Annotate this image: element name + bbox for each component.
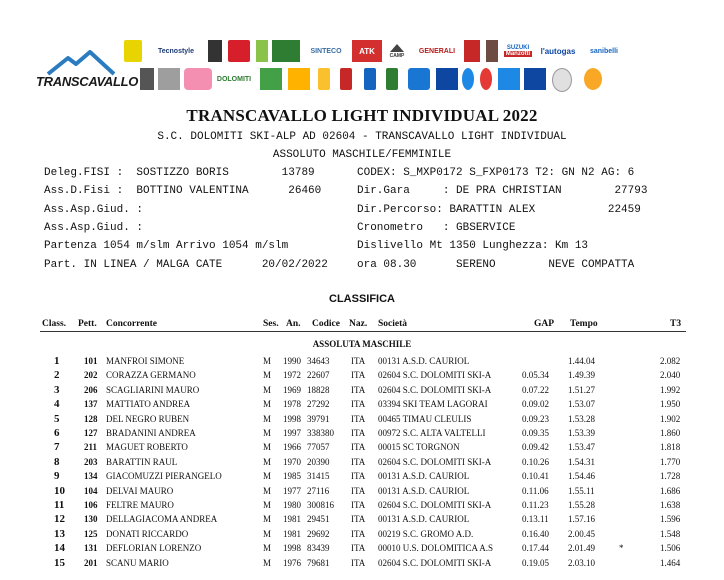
table-row bbox=[0, 529, 724, 543]
cell-fisi-code: 39791 bbox=[307, 413, 330, 424]
cell-athlete-name: CORAZZA GERMANO bbox=[106, 370, 196, 381]
table-row bbox=[0, 514, 724, 528]
cell-t3-points: 2.040 bbox=[660, 370, 681, 381]
document-subtitle: S.C. DOLOMITI SKI-ALP AD 02604 - TRANSCAVALLO LIGHT INDIVIDUAL bbox=[157, 131, 567, 143]
cell-rank: 5 bbox=[54, 412, 60, 425]
crest-2-icon bbox=[340, 68, 352, 90]
cell-nation: ITA bbox=[351, 528, 366, 539]
cell-gap: 0.13.11 bbox=[522, 514, 549, 525]
sponsor-fischer-icon bbox=[124, 40, 142, 62]
cell-rank: 1 bbox=[54, 355, 60, 367]
cell-time: 1.53.28 bbox=[568, 413, 595, 424]
cell-t3-points: 1.506 bbox=[660, 543, 681, 554]
cell-club: 00131 A.S.D. CAURIOL bbox=[378, 356, 470, 366]
cell-fisi-code: 338380 bbox=[307, 428, 334, 438]
cell-bib: 137 bbox=[84, 399, 98, 410]
cell-rank: 14 bbox=[54, 542, 65, 555]
cell-gap: 0.09.23 bbox=[522, 413, 549, 424]
cell-time: 1.53.47 bbox=[568, 442, 595, 453]
cell-bib: 203 bbox=[84, 456, 98, 467]
col-societa: Società bbox=[378, 319, 408, 329]
cell-birth-year: 1997 bbox=[283, 428, 301, 438]
cell-fisi-code: 77057 bbox=[307, 442, 330, 453]
sponsor-round-logo-icon bbox=[462, 68, 474, 90]
cell-club: 00010 U.S. DOLOMITICA A.S bbox=[378, 543, 494, 554]
cell-gap: 0.10.41 bbox=[522, 471, 549, 482]
sponsor-suzuki: SUZUKI bbox=[506, 45, 530, 51]
cell-sex: M bbox=[263, 500, 272, 510]
cell-bib: 130 bbox=[84, 514, 98, 525]
cell-time: 1.55.28 bbox=[568, 500, 595, 510]
cell-athlete-name: SCANU MARIO bbox=[106, 557, 169, 568]
sponsor-red-logo-icon bbox=[228, 40, 250, 62]
category-label: ASSOLUTO MASCHILE/FEMMINILE bbox=[272, 149, 452, 161]
cell-fisi-code: 29451 bbox=[307, 514, 330, 525]
info-right-4: Cronometro : GBSERVICE bbox=[357, 222, 516, 234]
table-row bbox=[0, 500, 724, 514]
cell-time: 1.54.31 bbox=[568, 456, 595, 467]
cell-t3-points: 1.596 bbox=[660, 514, 681, 525]
cell-club: 00465 TIMAU CLEULIS bbox=[378, 413, 472, 424]
cell-nation: ITA bbox=[351, 500, 366, 510]
cell-time: 1.54.46 bbox=[568, 471, 595, 482]
cell-time: 1.57.16 bbox=[568, 514, 595, 525]
cell-rank: 15 bbox=[54, 556, 65, 569]
table-row bbox=[0, 414, 724, 428]
cell-birth-year: 1998 bbox=[283, 413, 301, 424]
document-title: TRANSCAVALLO LIGHT INDIVIDUAL 2022 bbox=[186, 106, 538, 125]
col-tempo: Tempo bbox=[570, 319, 598, 329]
cell-time: 1.44.04 bbox=[568, 356, 595, 366]
col-concorrente: Concorrente bbox=[106, 319, 158, 329]
cell-t3-points: 1.950 bbox=[660, 399, 681, 410]
cell-club: 00131 A.S.D. CAURIOL bbox=[378, 514, 470, 525]
sponsor-navy-logo-icon bbox=[436, 68, 458, 90]
cell-fisi-code: 31415 bbox=[307, 471, 330, 482]
table-row bbox=[0, 428, 724, 442]
cell-sex: M bbox=[263, 557, 272, 568]
cell-athlete-name: SCAGLIARINI MAURO bbox=[106, 384, 200, 395]
col-class: Class. bbox=[42, 319, 67, 329]
cell-rank: 9 bbox=[54, 470, 60, 483]
cell-nation: ITA bbox=[351, 557, 366, 568]
cell-athlete-name: GIACOMUZZI PIERANGELO bbox=[106, 471, 222, 482]
info-right-5: Dislivello Mt 1350 Lunghezza: Km 13 bbox=[357, 240, 589, 252]
col-an: An. bbox=[286, 319, 301, 329]
cell-time: 1.51.27 bbox=[568, 384, 595, 395]
cell-fisi-code: 22607 bbox=[307, 370, 330, 381]
cell-t3-points: 1.548 bbox=[660, 528, 681, 539]
cell-athlete-name: MAGUET ROBERTO bbox=[106, 442, 188, 453]
sponsor-sinteco: SINTECO bbox=[310, 47, 342, 55]
table-row bbox=[0, 543, 724, 557]
cell-sex: M bbox=[263, 543, 272, 554]
sponsor-acs-icon bbox=[498, 68, 520, 90]
cell-gap: 0.17.44 bbox=[522, 543, 549, 554]
col-codice: Codice bbox=[312, 319, 340, 329]
sponsor-pink-logo-icon bbox=[184, 68, 212, 90]
sponsor-blue-logo-icon bbox=[408, 68, 430, 90]
cell-club: 00131 A.S.D. CAURIOL bbox=[378, 471, 470, 482]
sponsor-tecnostyle: Tecnostyle bbox=[157, 47, 195, 55]
cell-gap: 0.09.42 bbox=[522, 442, 549, 453]
cell-club: 03394 SKI TEAM LAGORAI bbox=[378, 399, 488, 410]
cell-nation: ITA bbox=[351, 485, 366, 496]
section-heading: ASSOLUTA MASCHILE bbox=[312, 339, 412, 349]
cell-time: 1.49.39 bbox=[568, 370, 595, 381]
info-right-1: CODEX: S_MXP0172 S_FXP0173 T2: GN N2 AG: 6 bbox=[357, 167, 635, 179]
cell-nation: ITA bbox=[351, 384, 366, 395]
table-row bbox=[0, 370, 724, 384]
cell-rank: 3 bbox=[54, 383, 60, 396]
cell-athlete-name: DONATI RICCARDO bbox=[106, 528, 189, 539]
sponsor-brown-emblem-icon bbox=[486, 40, 498, 62]
sponsor-generali: GENERALI bbox=[418, 47, 456, 55]
cell-bib: 134 bbox=[84, 471, 98, 482]
cell-club: 02604 S.C. DOLOMITI SKI-A bbox=[378, 557, 492, 568]
cell-rank: 7 bbox=[54, 441, 60, 454]
cell-birth-year: 1978 bbox=[283, 399, 301, 410]
table-row bbox=[0, 399, 724, 413]
cell-rank: 12 bbox=[54, 513, 65, 526]
info-right-3: Dir.Percorso: BARATTIN ALEX 22459 bbox=[357, 204, 641, 216]
cell-club: 02604 S.C. DOLOMITI SKI-A bbox=[378, 370, 492, 381]
cell-rank: 2 bbox=[54, 369, 60, 382]
cell-sex: M bbox=[263, 428, 272, 438]
cell-birth-year: 1972 bbox=[283, 370, 301, 381]
cell-sex: M bbox=[263, 485, 272, 496]
transcavallo-logo bbox=[32, 50, 139, 92]
cell-athlete-name: DELVAI MAURO bbox=[106, 485, 174, 496]
cell-birth-year: 1998 bbox=[283, 543, 301, 554]
col-ses: Ses. bbox=[263, 319, 279, 329]
cell-time: 2.01.49 bbox=[568, 543, 595, 554]
cell-nation: ITA bbox=[351, 399, 366, 410]
cell-club: 02604 S.C. DOLOMITI SKI-A bbox=[378, 456, 492, 467]
cell-birth-year: 1966 bbox=[283, 442, 301, 453]
info-left-6: Part. IN LINEA / MALGA CATE 20/02/2022 bbox=[44, 259, 328, 271]
sponsor-lautogas: l'autogas bbox=[540, 46, 576, 56]
cell-club: 02604 S.C. DOLOMITI SKI-A bbox=[378, 500, 492, 510]
cell-club: 00131 A.S.D. CAURIOL bbox=[378, 485, 470, 496]
cell-time: 1.53.07 bbox=[568, 399, 595, 410]
cell-gap: 0.07.22 bbox=[522, 384, 549, 395]
cell-sex: M bbox=[263, 514, 272, 525]
sponsor-badge-icon bbox=[524, 68, 546, 90]
cell-nation: ITA bbox=[351, 356, 366, 366]
cell-club: 00219 S.C. GROMO A.D. bbox=[378, 528, 474, 539]
info-right-6: ora 08.30 SERENO NEVE COMPATTA bbox=[357, 259, 635, 271]
cell-gap: 0.10.26 bbox=[522, 456, 549, 467]
cell-fisi-code: 20390 bbox=[307, 456, 330, 467]
info-right-2: Dir.Gara : DE PRA CHRISTIAN 27793 bbox=[357, 185, 648, 197]
sponsor-sanibelli: sanibelli bbox=[589, 47, 618, 55]
cell-fisi-code: 27116 bbox=[307, 485, 330, 496]
cell-nation: ITA bbox=[351, 471, 366, 482]
sponsor-dolomiti: DOLOMITI bbox=[216, 75, 252, 83]
cell-sex: M bbox=[263, 399, 272, 410]
cell-fisi-code: 29692 bbox=[307, 528, 330, 539]
cell-bib: 202 bbox=[84, 370, 98, 381]
cell-rank: 8 bbox=[54, 455, 60, 468]
cell-sex: M bbox=[263, 356, 272, 366]
table-row bbox=[0, 486, 724, 500]
cell-athlete-name: DEL NEGRO RUBEN bbox=[106, 413, 190, 424]
cell-nation: ITA bbox=[351, 543, 366, 554]
cell-t3-points: 1.860 bbox=[660, 428, 681, 438]
cell-t3-points: 1.902 bbox=[660, 413, 681, 424]
sponsor-red-emblem-icon bbox=[464, 40, 480, 62]
sponsor-yellow-logo-icon bbox=[288, 68, 310, 90]
info-left-5: Partenza 1054 m/slm Arrivo 1054 m/slm bbox=[44, 240, 289, 252]
cell-bib: 125 bbox=[84, 528, 98, 539]
cell-time: 1.53.39 bbox=[568, 428, 595, 438]
cell-sex: M bbox=[263, 456, 272, 467]
cell-sex: M bbox=[263, 442, 272, 453]
cell-sex: M bbox=[263, 528, 272, 539]
mountain-logo-icon bbox=[46, 50, 116, 76]
cell-club: 00972 S.C. ALTA VALTELLI bbox=[378, 428, 486, 438]
cell-bib: 128 bbox=[84, 413, 98, 424]
cell-athlete-name: MANFROI SIMONE bbox=[106, 356, 185, 366]
cell-nation: ITA bbox=[351, 428, 366, 438]
sponsor-round-grey-icon bbox=[552, 68, 572, 92]
cell-rank: 4 bbox=[54, 398, 60, 411]
cell-gap: 0.11.06 bbox=[522, 485, 549, 496]
cell-nation: ITA bbox=[351, 413, 366, 424]
crest-3-icon bbox=[364, 68, 376, 90]
sponsor-dark-logo-icon bbox=[208, 40, 222, 62]
cell-gap: 0.19.05 bbox=[522, 557, 549, 568]
cell-birth-year: 1985 bbox=[283, 471, 301, 482]
sponsor-prealpi-icon bbox=[272, 40, 300, 62]
cell-t3-points: 1.686 bbox=[660, 485, 681, 496]
sponsor-round-red-icon bbox=[480, 68, 492, 90]
col-gap: GAP bbox=[534, 319, 555, 329]
cell-rank: 11 bbox=[54, 499, 65, 511]
cell-athlete-name: BRADANINI ANDREA bbox=[106, 428, 196, 438]
info-left-2: Ass.D.Fisi : BOTTINO VALENTINA 26460 bbox=[44, 185, 322, 197]
cell-bib: 131 bbox=[84, 543, 98, 554]
cell-fisi-code: 79681 bbox=[307, 557, 330, 568]
cell-birth-year: 1976 bbox=[283, 557, 301, 568]
cell-time: 2.03.10 bbox=[568, 557, 595, 568]
cell-bib: 127 bbox=[84, 428, 98, 438]
cell-bib: 211 bbox=[84, 442, 98, 453]
table-row bbox=[0, 385, 724, 399]
cell-t3-points: 1.818 bbox=[660, 442, 681, 453]
header-divider bbox=[40, 331, 686, 332]
cell-club: 00015 SC TORGNON bbox=[378, 442, 460, 453]
cell-sex: M bbox=[263, 370, 272, 381]
col-naz: Naz. bbox=[349, 319, 368, 329]
cell-birth-year: 1990 bbox=[283, 356, 301, 366]
cell-t3-points: 1.770 bbox=[660, 456, 681, 467]
info-left-4: Ass.Asp.Giud. : bbox=[44, 222, 144, 234]
cell-athlete-name: MATTIATO ANDREA bbox=[106, 399, 191, 410]
cell-birth-year: 1969 bbox=[283, 384, 301, 395]
table-row bbox=[0, 356, 724, 370]
camp-mountain-icon bbox=[389, 43, 405, 53]
cell-sex: M bbox=[263, 413, 272, 424]
cell-time-mark: * bbox=[619, 543, 624, 554]
sponsor-grey-logo-icon bbox=[158, 68, 180, 90]
cell-sex: M bbox=[263, 471, 272, 482]
sponsor-camp-icon bbox=[386, 40, 408, 62]
cell-birth-year: 1980 bbox=[283, 500, 301, 510]
cell-bib: 201 bbox=[84, 557, 98, 568]
cell-nation: ITA bbox=[351, 514, 366, 525]
sponsor-camp: CAMP bbox=[389, 53, 405, 59]
sponsor-green-banner-icon bbox=[260, 68, 282, 90]
cell-time: 1.55.11 bbox=[568, 485, 595, 496]
info-left-1: Deleg.FISI : SOSTIZZO BORIS 13789 bbox=[44, 167, 315, 179]
cell-athlete-name: DELLAGIACOMA ANDREA bbox=[106, 514, 218, 525]
sponsor-gold-seal-icon bbox=[584, 68, 602, 90]
classifica-heading: CLASSIFICA bbox=[329, 293, 395, 305]
cell-nation: ITA bbox=[351, 456, 366, 467]
cell-birth-year: 1970 bbox=[283, 456, 301, 467]
cell-birth-year: 1981 bbox=[283, 528, 301, 539]
cell-t3-points: 1.992 bbox=[660, 384, 681, 395]
cell-athlete-name: BARATTIN RAUL bbox=[106, 456, 178, 467]
cell-gap: 0.11.23 bbox=[522, 500, 549, 510]
cell-t3-points: 1.638 bbox=[660, 500, 681, 510]
cell-time: 2.00.45 bbox=[568, 528, 595, 539]
table-row bbox=[0, 442, 724, 456]
cell-athlete-name: DEFLORIAN LORENZO bbox=[106, 543, 202, 554]
cell-nation: ITA bbox=[351, 442, 366, 453]
cell-fisi-code: 27292 bbox=[307, 399, 330, 410]
cell-t3-points: 1.464 bbox=[660, 557, 681, 568]
sponsor-green-logo-icon bbox=[256, 40, 268, 62]
sponsor-logos-row-1 bbox=[124, 40, 644, 64]
cell-sex: M bbox=[263, 384, 272, 395]
cell-fisi-code: 18828 bbox=[307, 384, 330, 395]
cell-nation: ITA bbox=[351, 370, 366, 381]
cell-birth-year: 1981 bbox=[283, 514, 301, 525]
cell-birth-year: 1977 bbox=[283, 485, 301, 496]
crest-4-icon bbox=[386, 68, 398, 90]
info-left-3: Ass.Asp.Giud. : bbox=[44, 204, 144, 216]
cell-gap: 0.05.34 bbox=[522, 370, 549, 381]
cell-bib: 101 bbox=[84, 356, 98, 366]
cell-gap: 0.09.02 bbox=[522, 399, 549, 410]
cell-athlete-name: FELTRE MAURO bbox=[106, 500, 174, 510]
cell-gap: 0.09.35 bbox=[522, 428, 549, 438]
sponsor-suzuki-manzotti bbox=[504, 40, 532, 62]
cell-rank: 6 bbox=[54, 427, 60, 439]
cell-t3-points: 1.728 bbox=[660, 471, 681, 482]
sponsor-small-logo-icon bbox=[140, 68, 154, 90]
cell-bib: 106 bbox=[84, 500, 98, 510]
cell-fisi-code: 83439 bbox=[307, 543, 330, 554]
cell-rank: 13 bbox=[54, 527, 65, 540]
col-pett: Pett. bbox=[78, 319, 97, 329]
table-row bbox=[0, 558, 724, 572]
cell-fisi-code: 34643 bbox=[307, 356, 330, 366]
cell-gap: 0.16.40 bbox=[522, 528, 549, 539]
logo-text: TRANSCAVALLO bbox=[36, 74, 139, 89]
cell-rank: 10 bbox=[54, 484, 65, 497]
cell-club: 02604 S.C. DOLOMITI SKI-A bbox=[378, 384, 492, 395]
cell-fisi-code: 300816 bbox=[307, 500, 334, 510]
cell-t3-points: 2.082 bbox=[660, 356, 681, 366]
cell-bib: 206 bbox=[84, 384, 98, 395]
crest-1-icon bbox=[318, 68, 330, 90]
table-row bbox=[0, 457, 724, 471]
sponsor-logos-row-2 bbox=[124, 68, 644, 92]
cell-bib: 104 bbox=[84, 485, 98, 496]
table-row bbox=[0, 471, 724, 485]
sponsor-atk: ATK bbox=[352, 40, 382, 62]
sponsor-manzotti: Manzotti bbox=[505, 51, 531, 57]
col-t3: T3 bbox=[670, 319, 682, 329]
